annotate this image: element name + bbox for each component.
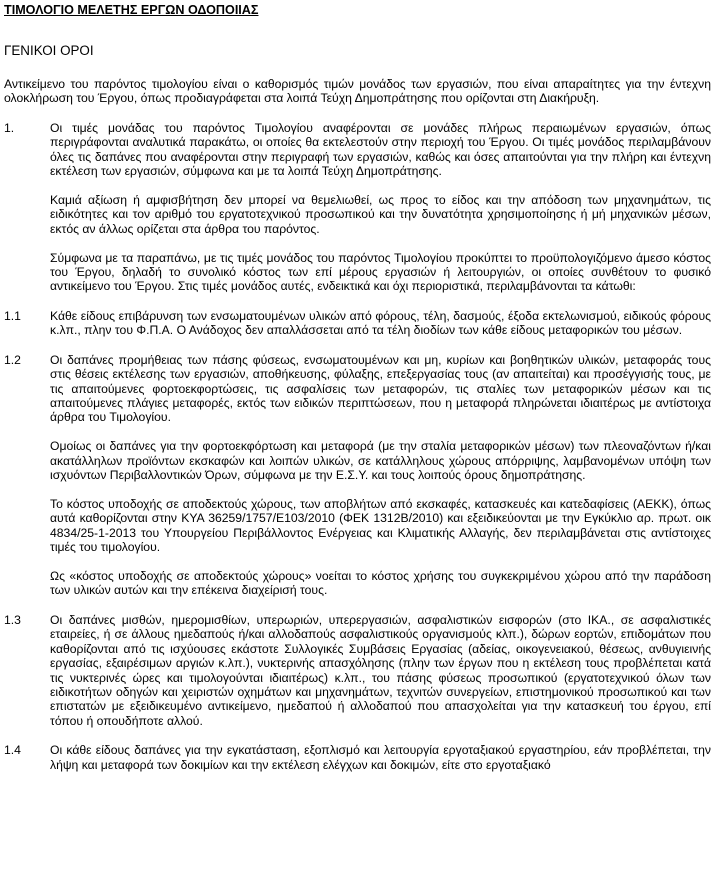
clause-body (50, 353, 711, 598)
clause-paragraph: Σύμφωνα με τα παραπάνω, με τις τιμές μονάδος του παρόντος Τιμολογίου προκύπτει το προϋπολογιζόμενο άμεσο κόστος του Έργου, δηλαδή το συνολικό κόστος των επί μέρους εργασιών ή λειτουργιών, οι οποίες συνθέτουν το φυσικό αντικείμενο του Έργου. Στις τιμές μονάδος αυτές, ενδεικτικά και όχι περιοριστικά, περιλαμβάνονται τα κάτωθι: (50, 250, 711, 294)
clause-paragraph: Ομοίως οι δαπάνες για την φορτοεκφόρτωση και μεταφορά (με την σταλία μεταφορικών μέσων) των πλεοναζόντων ή/και ακατάλληλων προϊόντων εκσκαφών και λοιπών υλικών, σε κατάλληλους χώρους απόρριψης, λαμβανομένων υπόψη των ισχυόντων Περιβαλλοντικών Όρων, σύμφωνα με την Ε.Σ.Υ. και τους λοιπούς όρους δημοπράτησης. (50, 439, 711, 483)
clause-paragraph: Οι δαπάνες μισθών, ημερομισθίων, υπερωριών, υπερεργασιών, ασφαλιστικών εισφορών (στο ΙΚΑ., σε ασφαλιστικές εταιρείες, ή σε άλλους ημεδαπούς ή/και αλλοδαπούς ασφαλιστικούς οργανισμούς κλπ.), δώρων εορτών, επιδομάτων που καθορίζονται από τις ισχύουσες εκάστοτε Συλλογικές Συμβάσεις Εργασίας (αδείας, οικογενειακού, θέσεως, ανθυγιεινής εργασίας, εξαιρέσιμων αργιών κ.λπ.), νυκτερινής απασχόλησης (πλην των έργων που η εκτέλεση τους προβλέπεται κατά τις νυκτερινές ώρες και τιμολογούνται ιδιαιτέρως) κ.λπ., του πάσης φύσεως προσωπικού (εργατοτεχνικού όλων των ειδικοτήτων οδηγών και χειριστών οχημάτων και μηχανημάτων, τεχνιτών συνεργείων, επιστημονικού προσωπικού και των επιστατών με εξειδικευμένο αντικείμενο, ημεδαπού ή αλλοδαπού που απασχολείται για την κατασκευή του έργου, επί τόπου ή οπουδήποτε αλλού. (50, 612, 711, 728)
clause-number: 1.3 (4, 612, 21, 627)
clause-item (4, 353, 711, 598)
document-title: ΤΙΜΟΛΟΓΙΟ ΜΕΛΕΤΗΣ ΕΡΓΩΝ ΟΔΟΠΟΙΙΑΣ (4, 3, 259, 17)
intro-paragraph: Αντικείμενο του παρόντος τιμολογίου είναι ο καθορισμός τιμών μονάδος των εργασιών, που είναι απαραίτητες για την έντεχνη ολοκλήρωση του Έργου, όπως προδιαγράφεται στα λοιπά Τεύχη Δημοπράτησης που ορίζονται στη Διακήρυξη. (4, 77, 711, 106)
clause-paragraph: Καμιά αξίωση ή αμφισβήτηση δεν μπορεί να θεμελιωθεί, ως προς το είδος και την απόδοση των μηχανημάτων, τις ειδικότητες και τον αριθμό του εργατοτεχνικού προσωπικού και την δυνατότητα χρησιμοποίησης ή μή μηχανικών μέσων, εκτός αν άλλως ορίζεται στα άρθρα του παρόντος. (50, 192, 711, 236)
clauses-list (4, 121, 711, 772)
clause-number: 1.2 (4, 352, 21, 367)
clause-number: 1.1 (4, 308, 21, 323)
clause-paragraph: Οι κάθε είδους δαπάνες για την εγκατάσταση, εξοπλισμό και λειτουργία εργοταξιακού εργαστηρίου, εάν προβλέπεται, την λήψη και μεταφορά των δοκιμίων και την εκτέλεση ελέγχων και δοκιμών, είτε στο εργοταξιακό (50, 743, 711, 772)
clause-body (50, 309, 711, 338)
clause-body (50, 613, 711, 728)
clause-paragraph: Ως «κόστος υποδοχής σε αποδεκτούς χώρους» νοείται το κόστος χρήσης του συγκεκριμένου χώρου από την παράδοση των υλικών αυτών και την επέκεινα διαχείρισή τους. (50, 569, 711, 598)
clause-paragraph: Το κόστος υποδοχής σε αποδεκτούς χώρους, των αποβλήτων από εκσκαφές, κατασκευές και κατεδαφίσεις (ΑΕΚΚ), όπως αυτά καθορίζονται στην ΚΥΑ 36259/1757/Ε103/2010 (ΦΕΚ 1312Β/2010) και εξειδικεύονται με την Εγκύκλιο αρ. πρωτ. οικ 4834/25-1-2013 του Υπουργείου Περιβάλλοντος Ενέργειας και Κλιματικής Αλλαγής, δεν περιλαμβάνεται στις αντίστοιχες τιμές του τιμολογίου. (50, 496, 711, 555)
clause-number: 1. (4, 120, 15, 135)
clause-body (50, 121, 711, 294)
clause-item (4, 613, 711, 728)
clause-paragraph: Κάθε είδους επιβάρυνση των ενσωματουμένων υλικών από φόρους, τέλη, δασμούς, έξοδα εκτελωνισμού, ειδικούς φόρους κ.λπ., πλην του Φ.Π.Α. Ο Ανάδοχος δεν απαλλάσσεται από τα τέλη διοδίων των κάθε είδους μεταφορικών του μέσων. (50, 308, 711, 338)
clause-item (4, 309, 711, 338)
clause-item (4, 743, 711, 772)
clause-body (50, 743, 711, 772)
section-heading: ΓΕΝΙΚΟΙ ΟΡΟΙ (4, 43, 94, 58)
clause-item (4, 121, 711, 294)
clause-paragraph: Οι δαπάνες προμήθειας των πάσης φύσεως, ενσωματουμένων και μη, κυρίων και βοηθητικών υλικών, μεταφοράς τους στις θέσεις εκτέλεσης των εργασιών, αποθήκευσης, φύλαξης, επεξεργασίας τους (αν απαιτείται) και προσέγγισής τους, με τις απαιτούμενες φορτοεκφορτώσεις, τις ασφαλίσεις των μεταφορών, τις σταλίες των μεταφορικών μέσων και τις απαιτούμενες πλάγιες μεταφορές, εκτός των ειδικών περιπτώσεων, που η μεταφορά πληρώνεται ιδιαιτέρως με αντίστοιχα άρθρα του Τιμολογίου. (50, 352, 711, 425)
clause-number: 1.4 (4, 743, 21, 758)
clause-paragraph: Οι τιμές μονάδας του παρόντος Τιμολογίου αναφέρονται σε μονάδες πλήρως περαιωμένων εργασιών, όπως περιγράφονται αναλυτικά παρακάτω, οι οποίες θα εκτελεστούν στην περιοχή του Έργου. Οι τιμές μονάδος περιλαμβάνουν όλες τις δαπάνες που αναφέρονται στην περιγραφή των εργασιών, καθώς και όσες απαιτούνται για την πλήρη και έντεχνη εκτέλεση των εργασιών, σύμφωνα και με τα λοιπά Τεύχη Δημοπράτησης. (50, 120, 711, 179)
